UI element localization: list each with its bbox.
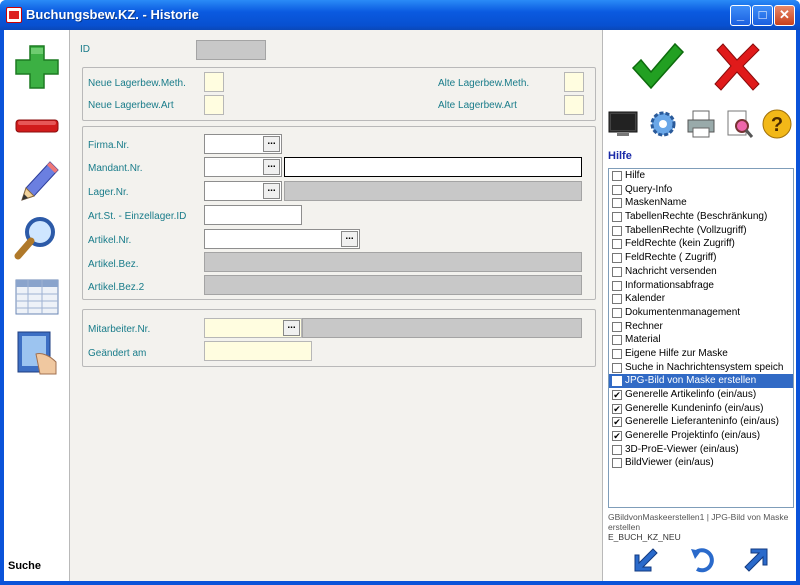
- ok-button[interactable]: [629, 38, 685, 94]
- minus-icon: [12, 102, 62, 152]
- gear-icon: [647, 108, 679, 140]
- help-item-checkbox[interactable]: ✔: [613, 431, 621, 442]
- help-list-item[interactable]: [609, 333, 793, 347]
- table-icon: [12, 272, 62, 322]
- help-list-item[interactable]: [609, 320, 793, 334]
- help-item-label: Dokumentenmanagement: [625, 306, 741, 318]
- help-item-checkbox[interactable]: [612, 239, 622, 249]
- artbez2-label: Artikel.Bez.2: [88, 282, 145, 293]
- help-list-item[interactable]: [609, 251, 793, 265]
- help-list-item[interactable]: [609, 224, 793, 238]
- print-button[interactable]: [685, 108, 717, 140]
- cancel-button[interactable]: [709, 38, 765, 94]
- help-item-checkbox[interactable]: [612, 212, 622, 222]
- artbez-field: [204, 252, 582, 272]
- help-item-label: Kalender: [625, 293, 666, 305]
- lager-label: Lager.Nr.: [88, 187, 129, 198]
- monitor-button[interactable]: [607, 108, 639, 140]
- lager-lookup-button[interactable]: ...: [263, 183, 280, 199]
- mitarbeiter-lookup-button[interactable]: ...: [283, 320, 300, 336]
- cross-icon: [709, 38, 765, 94]
- id-label: ID: [80, 44, 90, 55]
- help-item-checkbox[interactable]: ✔: [613, 403, 621, 414]
- plus-icon: [12, 42, 62, 92]
- question-icon: [761, 108, 793, 140]
- help-button[interactable]: [761, 108, 793, 140]
- client-area: [4, 30, 796, 581]
- help-list-item[interactable]: [609, 265, 793, 279]
- help-item-checkbox[interactable]: [612, 335, 622, 345]
- settings-button[interactable]: [647, 108, 679, 140]
- help-list-item[interactable]: [609, 169, 793, 183]
- help-list-item[interactable]: [609, 429, 793, 443]
- help-item-label: Eigene Hilfe zur Maske: [625, 347, 728, 359]
- minimize-button[interactable]: _: [730, 5, 751, 26]
- help-list-item[interactable]: [609, 279, 793, 293]
- table-view-button[interactable]: [12, 272, 62, 322]
- help-item-checkbox[interactable]: [612, 281, 622, 291]
- neue-art-label: Neue Lagerbew.Art: [88, 100, 174, 111]
- help-item-checkbox[interactable]: ✔: [613, 390, 621, 400]
- touch-screen-button[interactable]: [12, 328, 62, 378]
- help-item-label: JPG-Bild von Maske erstellen: [625, 375, 757, 387]
- status-label: Suche: [8, 560, 42, 572]
- mask-code: E_BUCH_KZ_NEU: [608, 532, 681, 542]
- app-icon: [6, 7, 22, 23]
- geaendert-field[interactable]: [204, 341, 312, 361]
- close-window-button[interactable]: ✕: [774, 5, 795, 26]
- help-list-item[interactable]: [609, 210, 793, 224]
- maximize-button[interactable]: □: [752, 5, 773, 26]
- help-item-checkbox[interactable]: [612, 458, 622, 468]
- neue-meth-field[interactable]: [204, 72, 224, 92]
- alte-meth-label: Alte Lagerbew.Meth.: [438, 78, 530, 89]
- help-list-item[interactable]: [609, 374, 793, 388]
- artst-field[interactable]: [204, 205, 302, 225]
- alte-meth-field[interactable]: [564, 72, 584, 92]
- help-list-item[interactable]: [609, 456, 793, 470]
- help-item-checkbox[interactable]: [612, 294, 622, 304]
- help-item-label: Generelle Projektinfo (ein/aus): [625, 430, 761, 442]
- print-preview-icon: [723, 108, 755, 140]
- help-item-checkbox[interactable]: [612, 363, 622, 373]
- help-list-item[interactable]: [609, 402, 793, 416]
- help-item-label: Generelle Kundeninfo (ein/aus): [625, 402, 764, 414]
- pencil-icon: [12, 156, 62, 206]
- mitarbeiter-label: Mitarbeiter.Nr.: [88, 324, 151, 335]
- back-button[interactable]: [631, 545, 659, 575]
- refresh-icon: [689, 545, 717, 575]
- artikel-label: Artikel.Nr.: [88, 235, 132, 246]
- help-list-item[interactable]: [609, 292, 793, 306]
- neue-meth-label: Neue Lagerbew.Meth.: [88, 78, 186, 89]
- title-bar: [0, 0, 800, 30]
- help-item-checkbox[interactable]: [612, 171, 622, 181]
- help-list-item[interactable]: [609, 183, 793, 197]
- help-list-item[interactable]: [609, 361, 793, 375]
- artst-label: Art.St. - Einzellager.ID: [88, 211, 187, 222]
- lagerbew-group: [82, 67, 596, 121]
- add-button[interactable]: [12, 42, 62, 92]
- artikel-field[interactable]: [204, 229, 360, 249]
- geaendert-label: Geändert am: [88, 348, 147, 359]
- help-title: Hilfe: [608, 150, 632, 162]
- help-item-label: Hilfe: [625, 170, 646, 181]
- help-item-label: BildViewer (ein/aus): [625, 457, 714, 469]
- help-list-item[interactable]: [609, 237, 793, 251]
- help-item-label: Rechner: [625, 320, 663, 332]
- firma-lookup-button[interactable]: ...: [263, 136, 280, 152]
- help-item-label: Informationsabfrage: [625, 279, 714, 291]
- firma-label: Firma.Nr.: [88, 140, 130, 151]
- help-item-checkbox[interactable]: [612, 226, 622, 236]
- magnifier-icon: [12, 212, 62, 262]
- delete-button[interactable]: [12, 102, 62, 152]
- help-item-label: Query-Info: [625, 183, 673, 195]
- help-item-checkbox[interactable]: [612, 376, 622, 386]
- left-toolbar: [4, 30, 70, 581]
- printer-icon: [685, 108, 717, 140]
- neue-art-field[interactable]: [204, 95, 224, 115]
- help-item-checkbox[interactable]: [612, 308, 622, 318]
- search-button[interactable]: [12, 212, 62, 262]
- mandant-lookup-button[interactable]: ...: [263, 159, 280, 175]
- alte-art-label: Alte Lagerbew.Art: [438, 100, 517, 111]
- help-list[interactable]: [608, 168, 794, 508]
- checkmark-icon: [629, 38, 685, 94]
- help-item-checkbox[interactable]: [612, 185, 622, 195]
- monitor-icon: [607, 108, 639, 140]
- mandant-name-field[interactable]: [284, 157, 582, 177]
- help-list-item[interactable]: [609, 306, 793, 320]
- help-list-item[interactable]: [609, 196, 793, 210]
- help-list-item[interactable]: [609, 415, 793, 429]
- refresh-button[interactable]: [689, 545, 717, 575]
- svg-text:?: ?: [770, 114, 784, 136]
- alte-art-field[interactable]: [564, 95, 584, 115]
- lager-name-field: [284, 181, 582, 201]
- edit-button[interactable]: [12, 156, 62, 206]
- help-item-label: FeldRechte (kein Zugriff): [625, 238, 735, 250]
- preview-button[interactable]: [723, 108, 755, 140]
- help-item-label: FeldRechte ( Zugriff): [625, 252, 717, 264]
- help-item-checkbox[interactable]: [612, 322, 622, 332]
- artbez2-field: [204, 275, 582, 295]
- arrow-up-right-icon: [743, 545, 771, 575]
- form-area: [74, 30, 600, 581]
- artikel-lookup-button[interactable]: ...: [341, 231, 358, 247]
- help-list-item[interactable]: [609, 388, 793, 402]
- touch-screen-icon: [12, 328, 62, 378]
- help-item-checkbox[interactable]: [612, 253, 622, 263]
- help-item-label: Nachricht versenden: [625, 265, 717, 277]
- forward-button[interactable]: [743, 545, 771, 575]
- help-item-label: Material: [625, 334, 661, 346]
- artbez-label: Artikel.Bez.: [88, 259, 139, 270]
- help-item-checkbox[interactable]: [612, 445, 622, 455]
- help-item-checkbox[interactable]: [612, 198, 622, 208]
- help-item-label: TabellenRechte (Beschränkung): [625, 211, 768, 223]
- help-item-label: 3D-ProE-Viewer (ein/aus): [625, 443, 739, 455]
- help-item-checkbox[interactable]: [612, 267, 622, 277]
- id-field[interactable]: [196, 40, 266, 60]
- help-list-item[interactable]: [609, 443, 793, 457]
- help-list-item[interactable]: [609, 347, 793, 361]
- mitarbeiter-name-field: [302, 318, 582, 338]
- help-description: GBildvonMaskeerstellen1 | JPG-Bild von Maske erstellen: [608, 512, 789, 532]
- help-item-checkbox[interactable]: ✔: [613, 417, 621, 428]
- help-item-label: TabellenRechte (Vollzugriff): [625, 224, 747, 236]
- help-item-label: MaskenName: [625, 197, 687, 209]
- help-item-label: Generelle Artikelinfo (ein/aus): [625, 389, 757, 400]
- help-item-label: Generelle Lieferanteninfo (ein/aus): [625, 416, 779, 428]
- arrow-down-left-icon: [631, 545, 659, 575]
- right-panel: [602, 30, 796, 581]
- help-item-label: Suche in Nachrichtensystem speich: [625, 361, 784, 373]
- mandant-label: Mandant.Nr.: [88, 163, 143, 174]
- help-item-checkbox[interactable]: [612, 349, 622, 359]
- window-title: Buchungsbew.KZ. - Historie: [26, 7, 199, 22]
